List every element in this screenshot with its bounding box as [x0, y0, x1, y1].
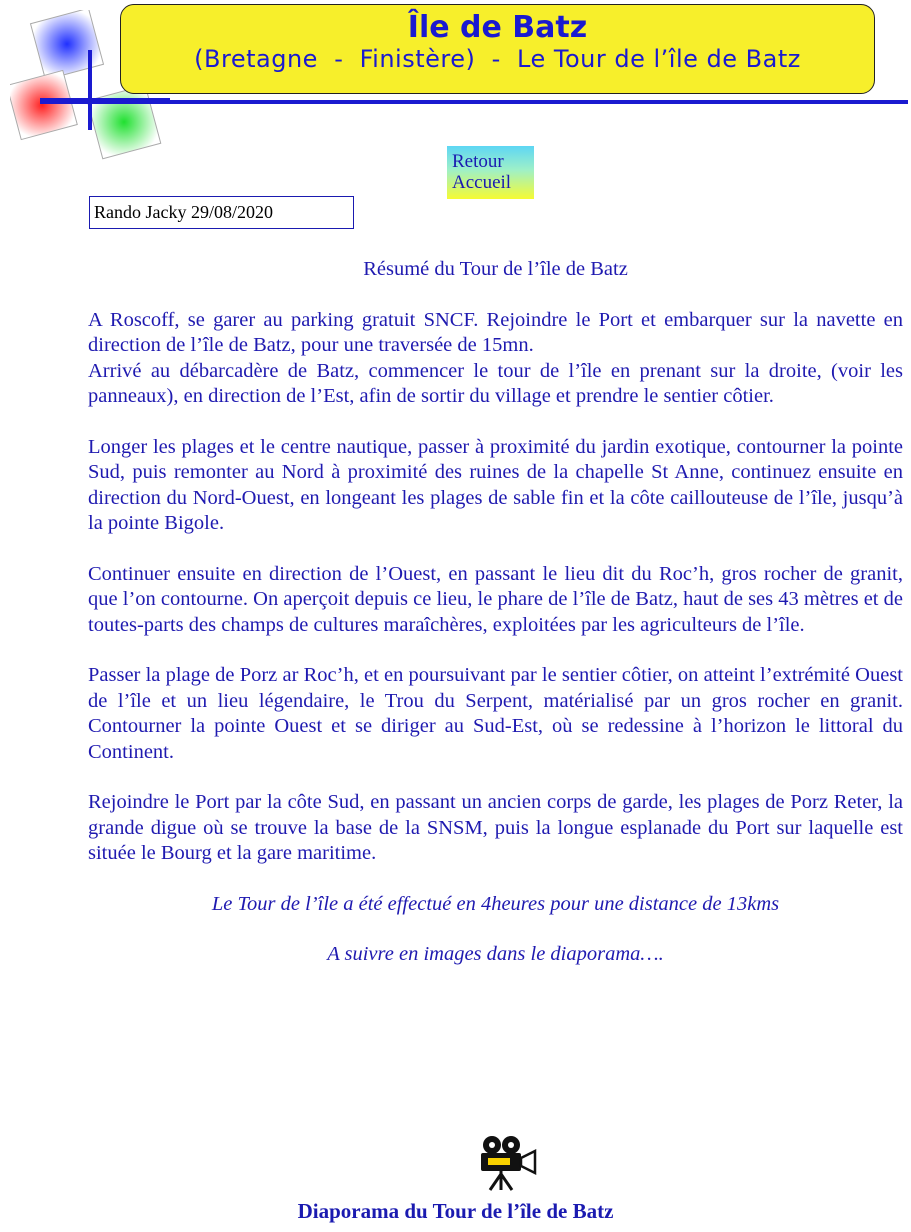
header-divider: [40, 100, 908, 104]
paragraph: Passer la plage de Porz ar Roc’h, et en poursuivant par le sentier côtier, on atteint l’extrémité Ouest de l’île et un lieu légendaire, le Trou du Serpent, matérialisé par un gros rocher en granit. Contourner la pointe Ouest et se diriger au Sud-Est, où se redessine à l’horizon le littoral du Continent.: [88, 664, 903, 763]
diaporama-note: A suivre en images dans le diaporama….: [327, 943, 664, 965]
diaporama-link[interactable]: Diaporama du Tour de l’île de Batz: [297, 1199, 614, 1223]
movie-camera-icon[interactable]: [478, 1134, 538, 1192]
paragraph: Rejoindre le Port par la côte Sud, en passant un ancien corps de garde, les plages de Porz Reter, la grande digue où se trouve la base de la SNSM, puis la longue esplanade du Port sur laquelle est située le Bourg et la gare maritime.: [88, 791, 903, 864]
paragraph: Longer les plages et le centre nautique, passer à proximité du jardin exotique, contourner la pointe Sud, puis remonter au Nord à proximité des ruines de la chapelle St Anne, continuez ensuite en direction du Nord-Ouest, en longeant les plages de sable fin et la côte caillouteuse de l’île, jusqu’à la pointe Bigole.: [88, 435, 903, 534]
paragraph: Continuer ensuite en direction de l’Ouest, en passant le lieu dit du Roc’h, gros rocher de granit, que l’on contourne. On aperçoit depuis ce lieu, le phare de l’île de Batz, haut de ses 43 mètres et de toutes-parts des champs de cultures maraîchères, exploitées par les agriculteurs de l’île.: [88, 562, 903, 636]
main-content: [88, 257, 903, 993]
page-title: Île de Batz: [407, 10, 588, 45]
retour-label: Retour: [452, 151, 504, 172]
page-subtitle: (Bretagne - Finistère) - Le Tour de l’île de Batz: [194, 45, 801, 73]
paragraph-text: A Roscoff, se garer au parking gratuit SNCF. Rejoindre le Port et embarquer sur la navette en direction de l’île de Batz, pour une traversée de 15mn.: [88, 308, 903, 356]
paragraph-text: Arrivé au débarcadère de Batz, commencer le tour de l’île en prenant sur la droite, (voir les panneaux), en direction de l’Est, afin de sortir du village et prendre le sentier côtier.: [88, 359, 903, 407]
summary-title: Résumé du Tour de l’île de Batz: [363, 258, 628, 280]
header-banner: [120, 4, 875, 94]
paragraph-intro: [88, 308, 903, 410]
rando-info-box: Rando Jacky 29/08/2020: [89, 196, 354, 229]
duration-note: Le Tour de l’île a été effectué en 4heures pour une distance de 13kms: [211, 892, 780, 915]
accueil-label: Accueil: [452, 172, 512, 193]
retour-accueil-button[interactable]: [447, 146, 534, 199]
